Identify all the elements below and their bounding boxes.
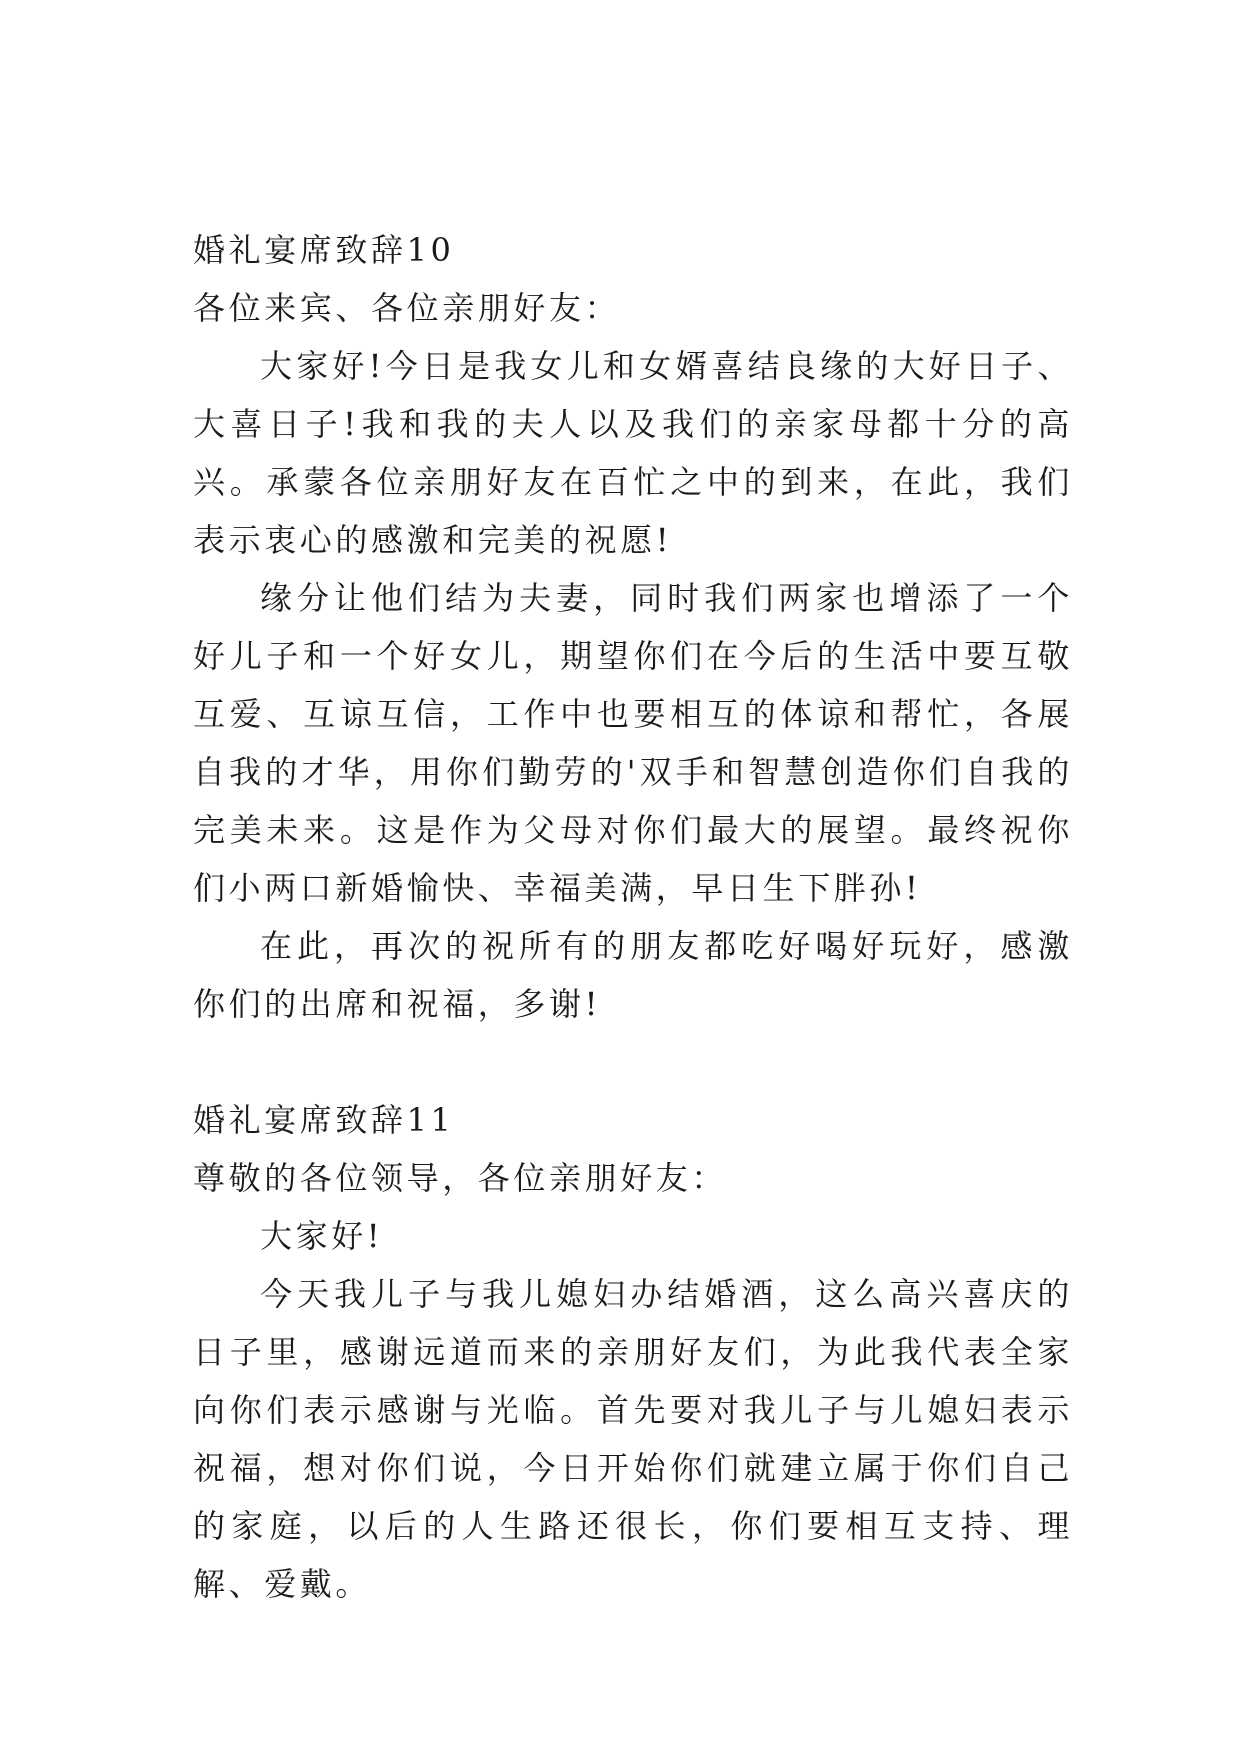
salutation: 各位来宾、各位亲朋好友：	[193, 289, 621, 327]
paragraph: 大家好!	[260, 1217, 384, 1255]
paragraph: 大家好!今日是我女儿和女婿喜结良缘的大好日子、大喜日子!我和我的夫人以及我们的亲家母都十分的高兴。承蒙各位亲朋好友在百忙之中的到来，在此，我们表示衷心的感激和完美的祝愿!	[193, 347, 1073, 559]
section-title: 婚礼宴席致辞10	[193, 231, 455, 269]
paragraph: 在此，再次的祝所有的朋友都吃好喝好玩好，感激你们的出席和祝福，多谢!	[193, 927, 1073, 1023]
paragraph: 今天我儿子与我儿媳妇办结婚酒，这么高兴喜庆的日子里，感谢远道而来的亲朋好友们，为此我代表全家向你们表示感谢与光临。首先要对我儿子与儿媳妇表示祝福，想对你们说，今日开始你们就建立属于你们自己的家庭，以后的人生路还很长，你们要相互支持、理解、爱戴。	[193, 1275, 1073, 1603]
paragraph: 缘分让他们结为夫妻，同时我们两家也增添了一个好儿子和一个好女儿，期望你们在今后的生活中要互敬互爱、互谅互信，工作中也要相互的体谅和帮忙，各展自我的才华，用你们勤劳的'双手和智慧创造你们自我的完美未来。这是作为父母对你们最大的展望。最终祝你们小两口新婚愉快、幸福美满，早日生下胖孙!	[193, 579, 1073, 907]
document-body	[193, 221, 1073, 1613]
salutation: 尊敬的各位领导，各位亲朋好友：	[193, 1159, 728, 1197]
section-spacer	[193, 1033, 1073, 1091]
section-title: 婚礼宴席致辞11	[193, 1101, 455, 1139]
